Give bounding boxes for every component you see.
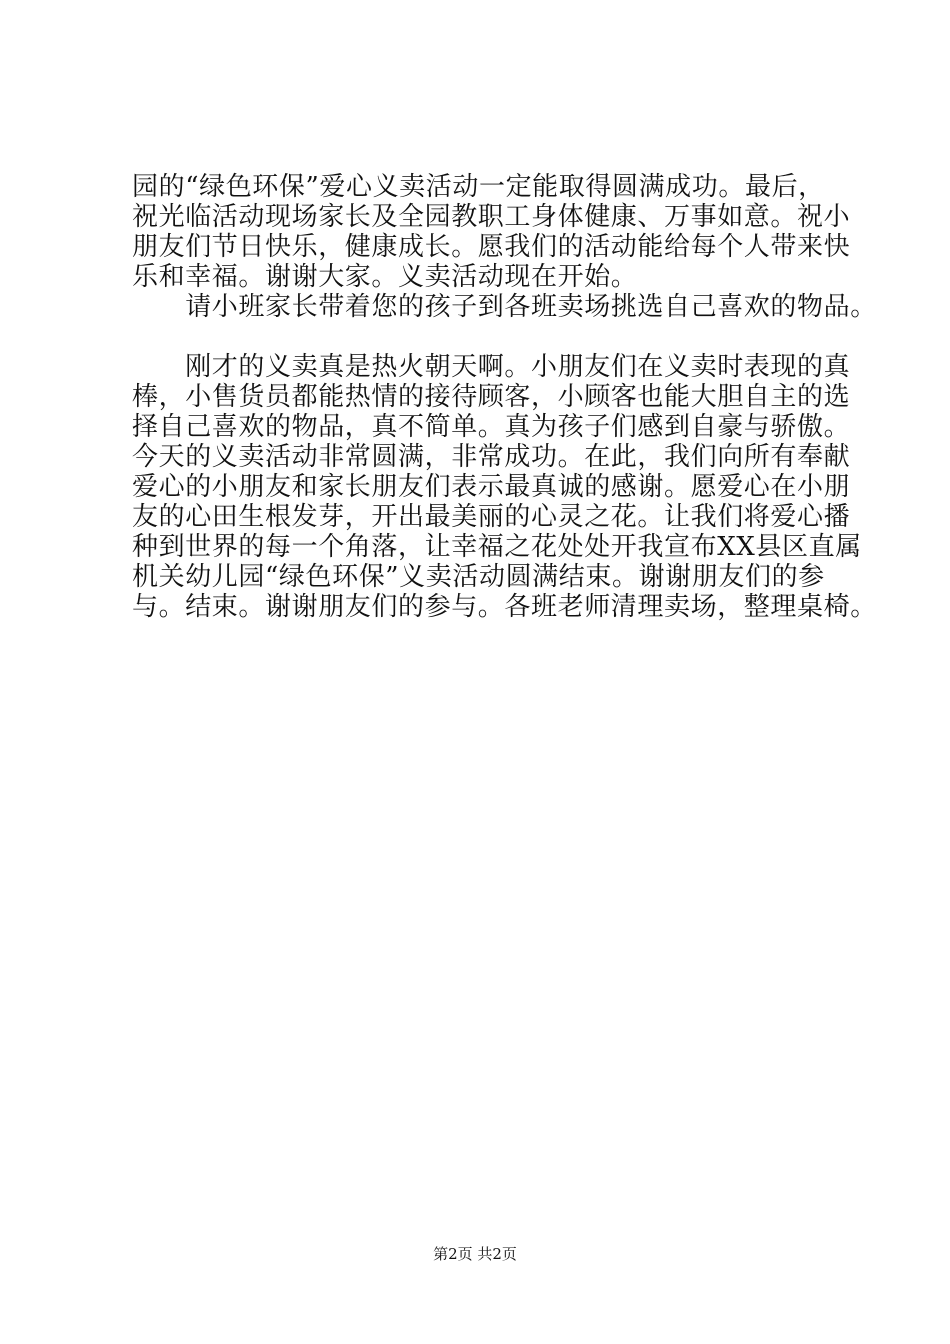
text-line: 朋友们节日快乐，健康成长。愿我们的活动能给每个人带来快 bbox=[132, 232, 851, 262]
document-body bbox=[132, 172, 877, 622]
page-footer: 第2页 共2页 bbox=[433, 1245, 517, 1263]
text-line: 刚才的义卖真是热火朝天啊。小朋友们在义卖时表现的真 bbox=[132, 352, 851, 382]
text-line: 友的心田生根发芽，开出最美丽的心灵之花。让我们将爱心播 bbox=[132, 502, 851, 532]
text-line: 棒，小售货员都能热情的接待顾客，小顾客也能大胆自主的选 bbox=[132, 382, 851, 412]
text-line: 机关幼儿园“绿色环保”义卖活动圆满结束。谢谢朋友们的参 bbox=[132, 562, 825, 592]
text-line: 种到世界的每一个角落，让幸福之花处处开我宣布XX县区直属 bbox=[132, 532, 862, 562]
text-line: 乐和幸福。谢谢大家。义卖活动现在开始。 bbox=[132, 262, 638, 292]
text-line: 祝光临活动现场家长及全园教职工身体健康、万事如意。祝小 bbox=[132, 202, 851, 232]
blank-line bbox=[132, 322, 848, 352]
text-line: 爱心的小朋友和家长朋友们表示最真诚的感谢。愿爱心在小朋 bbox=[132, 472, 851, 502]
text-line: 择自己喜欢的物品，真不简单。真为孩子们感到自豪与骄傲。 bbox=[132, 412, 851, 442]
text-line: 园的“绿色环保”爱心义卖活动一定能取得圆满成功。最后， bbox=[132, 172, 825, 202]
text-line: 请小班家长带着您的孩子到各班卖场挑选自己喜欢的物品。 bbox=[132, 292, 877, 322]
text-line: 与。结束。谢谢朋友们的参与。各班老师清理卖场，整理桌椅。 bbox=[132, 592, 877, 622]
text-line: 今天的义卖活动非常圆满，非常成功。在此，我们向所有奉献 bbox=[132, 442, 851, 472]
